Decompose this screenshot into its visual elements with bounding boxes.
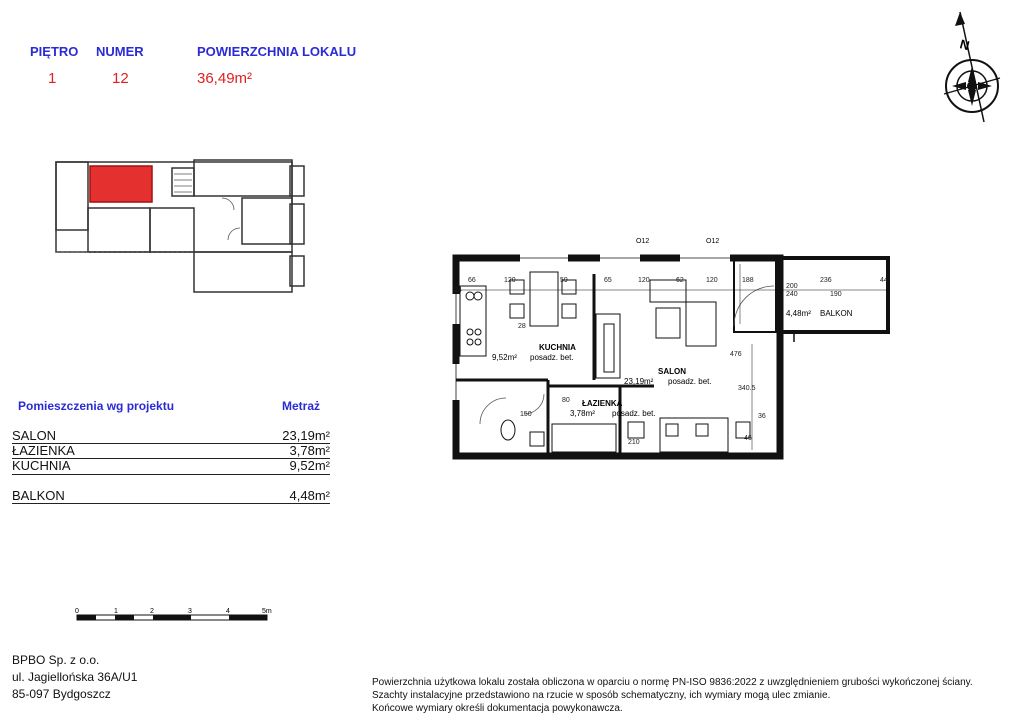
- scale-tick: 2: [150, 608, 154, 615]
- dim-label: 28: [518, 323, 526, 330]
- dim-label: 46: [744, 435, 752, 442]
- dim-label: 200: [786, 283, 798, 290]
- room-name: KUCHNIA: [12, 458, 71, 473]
- dim-label: 120: [706, 277, 718, 284]
- area-label: POWIERZCHNIA LOKALU: [197, 44, 357, 59]
- bath-label: ŁAZIENKA: [582, 399, 623, 408]
- scale-tick: 4: [226, 608, 230, 615]
- company-street: ul. Jagiellońska 36A/U1: [12, 670, 138, 684]
- note-line: Szachty instalacyjne przedstawiono na rzucie w sposób schematyczny, ich wymiary mogą ulec zmianie.: [372, 690, 831, 701]
- compass-rose-icon: [944, 12, 1000, 122]
- dim-label: 340.5: [738, 385, 756, 392]
- key-plan: [54, 158, 314, 294]
- dim-label: 188: [742, 277, 754, 284]
- bath-area: 3,78m²: [570, 409, 595, 418]
- dim-label: 62: [676, 277, 684, 284]
- area-value: 36,49m²: [197, 70, 253, 87]
- notes-block: [372, 676, 973, 715]
- number-value: 12: [112, 70, 129, 87]
- dim-label: 65: [604, 277, 612, 284]
- window-tag: O12: [706, 238, 720, 245]
- dim-label: 476: [730, 351, 742, 358]
- scale-bar: [70, 604, 280, 624]
- row-divider: [12, 503, 330, 504]
- compass: [930, 8, 1014, 128]
- room-name: ŁAZIENKA: [12, 443, 75, 458]
- dim-label: 240: [786, 291, 798, 298]
- rooms-title: Pomieszczenia wg projektu: [18, 399, 175, 413]
- note-line: Końcowe wymiary określi dokumentacja powykonawcza.: [372, 703, 623, 714]
- dim-label: 210: [628, 439, 640, 446]
- kitchen-area: 9,52m²: [492, 353, 517, 362]
- dim-label: 44: [880, 277, 888, 284]
- room-area: 3,78m²: [289, 443, 330, 458]
- salon-area: 23,19m²: [624, 377, 654, 386]
- floor-label: PIĘTRO: [30, 44, 79, 59]
- compass-north-label: N: [958, 36, 972, 54]
- salon-floor: posadz. bet.: [668, 377, 712, 386]
- room-area: 23,19m²: [282, 428, 330, 443]
- room-area: 9,52m²: [289, 458, 330, 473]
- dim-label: 59: [560, 277, 568, 284]
- dim-label: 24: [454, 287, 462, 294]
- dim-label: 236: [820, 277, 832, 284]
- row-divider: [12, 474, 330, 475]
- scale-tick: 3: [188, 608, 192, 615]
- rooms-area-title: Metraż: [282, 399, 321, 413]
- dim-label: 80: [562, 397, 570, 404]
- dim-label: 120: [638, 277, 650, 284]
- floor-plan: [444, 234, 900, 466]
- floor-value: 1: [48, 70, 57, 87]
- kitchen-floor: posadz. bet.: [530, 353, 574, 362]
- company-block: [12, 652, 137, 703]
- dim-label: 36: [758, 413, 766, 420]
- bath-floor: posadz. bet.: [612, 409, 656, 418]
- scale-tick: 5m: [262, 608, 272, 615]
- window-tag: O12: [636, 238, 650, 245]
- balcony-area: 4,48m²: [289, 488, 330, 503]
- scale-tick: 0: [75, 608, 79, 615]
- room-name: SALON: [12, 428, 57, 443]
- note-line: Powierzchnia użytkowa lokalu została obliczona w oparciu o normę PN-ISO 9836:2022 z uwzględnieniem grubości wykończonej ściany.: [372, 677, 973, 688]
- dim-label: 150: [520, 411, 532, 418]
- company-name: BPBO Sp. z o.o.: [12, 653, 100, 667]
- company-city: 85-097 Bydgoszcz: [12, 687, 111, 701]
- kitchen-label: KUCHNIA: [539, 343, 576, 352]
- dim-label: 190: [830, 291, 842, 298]
- balcony-label: BALKON: [820, 309, 853, 318]
- salon-label: SALON: [658, 367, 686, 376]
- balcony-area: 4,48m²: [786, 309, 811, 318]
- dim-label: 66: [468, 277, 476, 284]
- selected-unit-highlight: [90, 166, 152, 202]
- dim-label: 120: [504, 277, 516, 284]
- number-label: NUMER: [96, 44, 144, 59]
- scale-tick: 1: [114, 608, 118, 615]
- balcony-name: BALKON: [12, 488, 65, 503]
